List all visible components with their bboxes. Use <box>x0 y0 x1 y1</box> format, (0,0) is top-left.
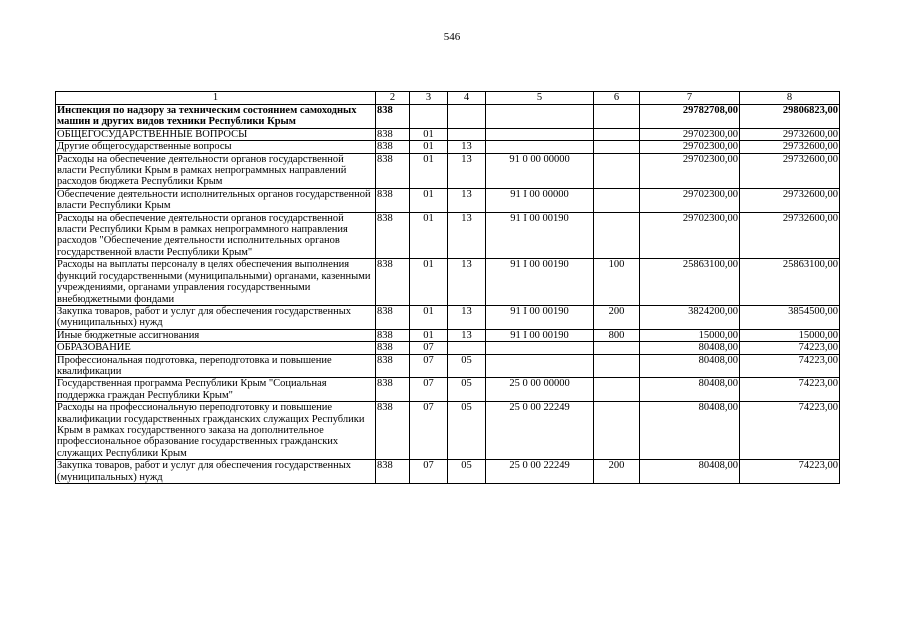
amount-year-1: 29702300,00 <box>640 212 740 259</box>
subsection-code <box>448 128 486 140</box>
expense-type-code: 200 <box>594 460 640 484</box>
target-article-code: 25 0 00 22249 <box>486 402 594 460</box>
section-code: 01 <box>410 141 448 153</box>
target-article-code: 91 I 00 00000 <box>486 188 594 212</box>
section-code <box>410 105 448 129</box>
amount-year-1: 25863100,00 <box>640 259 740 306</box>
amount-year-1: 80408,00 <box>640 354 740 378</box>
section-code: 01 <box>410 305 448 329</box>
header-cell: 8 <box>740 92 840 105</box>
table-body <box>56 105 840 484</box>
table-row <box>56 128 840 140</box>
section-code: 01 <box>410 128 448 140</box>
amount-year-1: 29702300,00 <box>640 188 740 212</box>
table-row <box>56 212 840 259</box>
table-row <box>56 402 840 460</box>
subsection-code: 05 <box>448 402 486 460</box>
header-cell: 6 <box>594 92 640 105</box>
row-name: Закупка товаров, работ и услуг для обеспечения государственных (муниципальных) нужд <box>56 305 376 329</box>
target-article-code <box>486 105 594 129</box>
amount-year-1: 80408,00 <box>640 378 740 402</box>
table-row <box>56 259 840 306</box>
subsection-code: 05 <box>448 460 486 484</box>
amount-year-1: 29702300,00 <box>640 141 740 153</box>
target-article-code <box>486 128 594 140</box>
subsection-code: 05 <box>448 378 486 402</box>
header-row <box>56 92 840 105</box>
table-row <box>56 105 840 129</box>
expense-type-code <box>594 354 640 378</box>
section-code: 01 <box>410 153 448 188</box>
amount-year-2: 74223,00 <box>740 354 840 378</box>
budget-table <box>55 91 840 484</box>
ministry-code: 838 <box>376 402 410 460</box>
amount-year-1: 80408,00 <box>640 460 740 484</box>
row-name: Профессиональная подготовка, переподготовка и повышение квалификации <box>56 354 376 378</box>
amount-year-2: 29732600,00 <box>740 212 840 259</box>
target-article-code: 91 0 00 00000 <box>486 153 594 188</box>
section-code: 01 <box>410 212 448 259</box>
subsection-code: 13 <box>448 153 486 188</box>
expense-type-code: 200 <box>594 305 640 329</box>
table-row <box>56 460 840 484</box>
header-cell: 1 <box>56 92 376 105</box>
expense-type-code <box>594 128 640 140</box>
section-code: 01 <box>410 188 448 212</box>
subsection-code: 13 <box>448 305 486 329</box>
row-name: Расходы на обеспечение деятельности органов государственной власти Республики Крым в рамках непрограммных направлений расходов бюджета Республики Крым <box>56 153 376 188</box>
amount-year-2: 29732600,00 <box>740 128 840 140</box>
header-cell: 2 <box>376 92 410 105</box>
table-row <box>56 188 840 212</box>
header-cell: 3 <box>410 92 448 105</box>
expense-type-code <box>594 188 640 212</box>
section-code: 07 <box>410 460 448 484</box>
amount-year-2: 29732600,00 <box>740 188 840 212</box>
target-article-code: 91 I 00 00190 <box>486 259 594 306</box>
expense-type-code: 100 <box>594 259 640 306</box>
ministry-code: 838 <box>376 141 410 153</box>
ministry-code: 838 <box>376 342 410 354</box>
row-name: Закупка товаров, работ и услуг для обеспечения государственных (муниципальных) нужд <box>56 460 376 484</box>
amount-year-1: 15000,00 <box>640 329 740 341</box>
target-article-code <box>486 354 594 378</box>
expense-type-code <box>594 402 640 460</box>
amount-year-1: 29782708,00 <box>640 105 740 129</box>
table-row <box>56 141 840 153</box>
row-name: Другие общегосударственные вопросы <box>56 141 376 153</box>
expense-type-code: 800 <box>594 329 640 341</box>
target-article-code <box>486 342 594 354</box>
section-code: 01 <box>410 329 448 341</box>
amount-year-2: 15000,00 <box>740 329 840 341</box>
amount-year-2: 29806823,00 <box>740 105 840 129</box>
amount-year-2: 74223,00 <box>740 342 840 354</box>
expense-type-code <box>594 141 640 153</box>
section-code: 07 <box>410 342 448 354</box>
table-row <box>56 378 840 402</box>
section-code: 07 <box>410 354 448 378</box>
amount-year-2: 74223,00 <box>740 460 840 484</box>
table-row <box>56 329 840 341</box>
ministry-code: 838 <box>376 105 410 129</box>
table-row <box>56 354 840 378</box>
row-name: Расходы на обеспечение деятельности органов государственной власти Республики Крым в рамках непрограммного направления расходов "Обеспечение деятельности исполнительных органов государственной власти Республики Крым" <box>56 212 376 259</box>
ministry-code: 838 <box>376 329 410 341</box>
subsection-code: 13 <box>448 212 486 259</box>
subsection-code <box>448 105 486 129</box>
header-cell: 4 <box>448 92 486 105</box>
amount-year-1: 3824200,00 <box>640 305 740 329</box>
table-row <box>56 153 840 188</box>
amount-year-1: 80408,00 <box>640 402 740 460</box>
row-name: Государственная программа Республики Крым "Социальная поддержка граждан Республики Крым" <box>56 378 376 402</box>
amount-year-2: 29732600,00 <box>740 141 840 153</box>
page-number: 546 <box>443 31 461 43</box>
ministry-code: 838 <box>376 212 410 259</box>
row-name: ОБРАЗОВАНИЕ <box>56 342 376 354</box>
table-row <box>56 342 840 354</box>
target-article-code: 25 0 00 22249 <box>486 460 594 484</box>
amount-year-2: 29732600,00 <box>740 153 840 188</box>
amount-year-1: 29702300,00 <box>640 153 740 188</box>
amount-year-2: 3854500,00 <box>740 305 840 329</box>
ministry-code: 838 <box>376 354 410 378</box>
amount-year-2: 74223,00 <box>740 402 840 460</box>
ministry-code: 838 <box>376 259 410 306</box>
subsection-code: 13 <box>448 259 486 306</box>
subsection-code: 13 <box>448 141 486 153</box>
section-code: 01 <box>410 259 448 306</box>
target-article-code: 25 0 00 00000 <box>486 378 594 402</box>
subsection-code: 13 <box>448 329 486 341</box>
amount-year-2: 74223,00 <box>740 378 840 402</box>
table-row <box>56 305 840 329</box>
header-cell: 7 <box>640 92 740 105</box>
target-article-code: 91 I 00 00190 <box>486 305 594 329</box>
target-article-code <box>486 141 594 153</box>
amount-year-1: 29702300,00 <box>640 128 740 140</box>
expense-type-code <box>594 105 640 129</box>
row-name: Иные бюджетные ассигнования <box>56 329 376 341</box>
subsection-code: 05 <box>448 354 486 378</box>
row-name: Инспекция по надзору за техническим состоянием самоходных машин и других видов техники Республики Крым <box>56 105 376 129</box>
subsection-code: 13 <box>448 188 486 212</box>
expense-type-code <box>594 342 640 354</box>
expense-type-code <box>594 378 640 402</box>
section-code: 07 <box>410 402 448 460</box>
ministry-code: 838 <box>376 305 410 329</box>
row-name: Обеспечение деятельности исполнительных органов государственной власти Республики Крым <box>56 188 376 212</box>
amount-year-2: 25863100,00 <box>740 259 840 306</box>
section-code: 07 <box>410 378 448 402</box>
row-name: Расходы на профессиональную переподготовку и повышение квалификации государственных гражданских служащих Республики Крым в рамках государственного заказа на дополнительное профессиональное образование государственных гражданских служащих Республики Крым <box>56 402 376 460</box>
target-article-code: 91 I 00 00190 <box>486 329 594 341</box>
expense-type-code <box>594 153 640 188</box>
header-cell: 5 <box>486 92 594 105</box>
ministry-code: 838 <box>376 153 410 188</box>
row-name: Расходы на выплаты персоналу в целях обеспечения выполнения функций государственными (муниципальными) органами, казенными учреждениями, органами управления государственными внебюджетными фондами <box>56 259 376 306</box>
ministry-code: 838 <box>376 128 410 140</box>
ministry-code: 838 <box>376 378 410 402</box>
row-name: ОБЩЕГОСУДАРСТВЕННЫЕ ВОПРОСЫ <box>56 128 376 140</box>
ministry-code: 838 <box>376 460 410 484</box>
target-article-code: 91 I 00 00190 <box>486 212 594 259</box>
expense-type-code <box>594 212 640 259</box>
ministry-code: 838 <box>376 188 410 212</box>
subsection-code <box>448 342 486 354</box>
amount-year-1: 80408,00 <box>640 342 740 354</box>
